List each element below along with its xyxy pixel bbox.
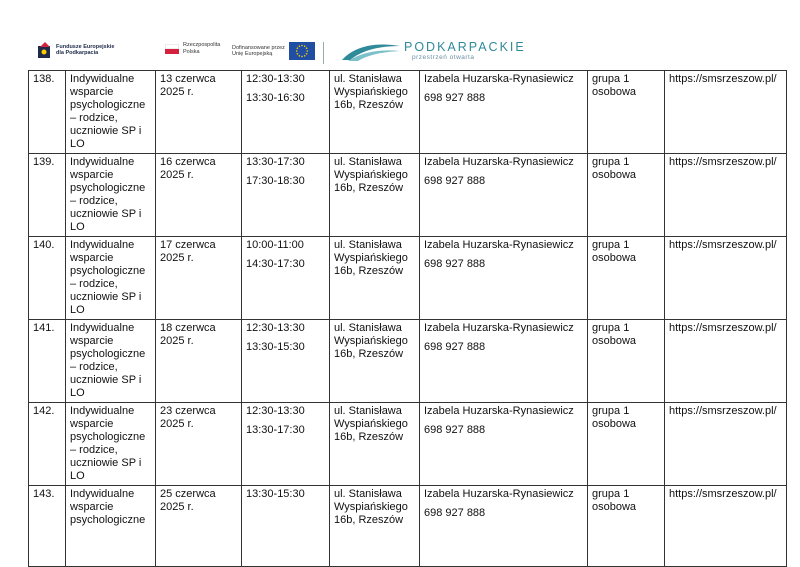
website-url[interactable]: https://smsrzeszow.pl/ [665,320,787,403]
contact-person: Izabela Huzarska-Rynasiewicz [424,322,574,334]
contact-phone: 698 927 888 [424,92,486,104]
activity-place: ul. Stanisława Wyspiańskiego 16b, Rzeszów [330,154,420,237]
fe-emblem-icon [38,42,52,58]
logo-bar [0,0,800,70]
row-number: 139. [29,154,66,237]
logo-podkarpackie [340,40,526,62]
group-size: grupa 1 osobowa [588,237,665,320]
website-url[interactable]: https://smsrzeszow.pl/ [665,486,787,567]
activity-name: Indywidualne wsparcie psychologiczne [66,486,156,567]
activity-hours [242,154,330,237]
contact-phone: 698 927 888 [424,175,486,187]
row-number: 140. [29,237,66,320]
eu-line-2: Unię Europejską [232,51,273,57]
contact-cell [420,320,588,403]
logo-unia-europejska [232,42,315,60]
time-slot-1: 12:30-13:30 [246,322,305,334]
podkarpackie-wave-icon [340,40,402,62]
logo-fundusze-europejskie [38,42,114,58]
group-size: grupa 1 osobowa [588,403,665,486]
time-slot-2: 14:30-17:30 [246,258,305,270]
website-url[interactable]: https://smsrzeszow.pl/ [665,237,787,320]
contact-cell [420,486,588,567]
time-slot-1: 13:30-17:30 [246,156,305,168]
activity-hours [242,486,330,567]
contact-phone: 698 927 888 [424,341,486,353]
activity-name: Indywidualne wsparcie psychologiczne – rodzice, uczniowie SP i LO [66,154,156,237]
website-url[interactable]: https://smsrzeszow.pl/ [665,71,787,154]
time-slot-1: 12:30-13:30 [246,73,305,85]
contact-person: Izabela Huzarska-Rynasiewicz [424,488,574,500]
podkarpackie-tagline: przestrzeń otwarta [412,53,475,61]
table-row [29,237,787,320]
row-number: 141. [29,320,66,403]
activity-hours [242,237,330,320]
activity-date: 25 czerwca 2025 r. [156,486,242,567]
activity-place: ul. Stanisława Wyspiańskiego 16b, Rzeszów [330,486,420,567]
contact-person: Izabela Huzarska-Rynasiewicz [424,405,574,417]
schedule-table [28,70,787,567]
activity-name: Indywidualne wsparcie psychologiczne – rodzice, uczniowie SP i LO [66,71,156,154]
table-row [29,320,787,403]
table-row [29,403,787,486]
row-number: 142. [29,403,66,486]
pl-line-1: Rzeczpospolita [183,42,221,48]
contact-phone: 698 927 888 [424,507,486,519]
group-size: grupa 1 osobowa [588,71,665,154]
website-url[interactable]: https://smsrzeszow.pl/ [665,403,787,486]
table-row [29,154,787,237]
activity-place: ul. Stanisława Wyspiańskiego 16b, Rzeszów [330,403,420,486]
activity-place: ul. Stanisława Wyspiańskiego 16b, Rzeszów [330,71,420,154]
schedule-rows [29,71,787,567]
group-size: grupa 1 osobowa [588,154,665,237]
contact-cell [420,403,588,486]
time-slot-2: 13:30-15:30 [246,341,305,353]
row-number: 138. [29,71,66,154]
activity-date: 23 czerwca 2025 r. [156,403,242,486]
time-slot-1: 10:00-11:00 [246,239,304,251]
group-size: grupa 1 osobowa [588,486,665,567]
pl-line-2: Polska [183,48,200,55]
polish-flag-icon [165,44,179,54]
table-row [29,71,787,154]
eu-flag-icon [289,42,315,60]
contact-phone: 698 927 888 [424,258,486,270]
time-slot-1: 12:30-13:30 [246,405,305,417]
activity-name: Indywidualne wsparcie psychologiczne – rodzice, uczniowie SP i LO [66,237,156,320]
activity-name: Indywidualne wsparcie psychologiczne – rodzice, uczniowie SP i LO [66,320,156,403]
activity-date: 17 czerwca 2025 r. [156,237,242,320]
activity-hours [242,403,330,486]
contact-cell [420,71,588,154]
eu-line-1: Dofinansowane przez [232,44,285,51]
time-slot-2: 13:30-17:30 [246,424,305,436]
activity-name: Indywidualne wsparcie psychologiczne – rodzice, uczniowie SP i LO [66,403,156,486]
group-size: grupa 1 osobowa [588,320,665,403]
contact-phone: 698 927 888 [424,424,486,436]
table-row [29,486,787,567]
fe-line-2: dla Podkarpacia [56,50,99,56]
time-slot-2: 13:30-16:30 [246,92,305,104]
fe-line-1: Fundusze Europejskie [56,43,115,50]
activity-place: ul. Stanisława Wyspiańskiego 16b, Rzeszów [330,237,420,320]
activity-date: 13 czerwca 2025 r. [156,71,242,154]
logo-divider [323,42,324,64]
activity-place: ul. Stanisława Wyspiańskiego 16b, Rzeszów [330,320,420,403]
activity-date: 18 czerwca 2025 r. [156,320,242,403]
contact-cell [420,237,588,320]
row-number: 143. [29,486,66,567]
time-slot-1: 13:30-15:30 [246,488,305,500]
website-url[interactable]: https://smsrzeszow.pl/ [665,154,787,237]
activity-date: 16 czerwca 2025 r. [156,154,242,237]
logo-rzeczpospolita [165,42,220,55]
time-slot-2: 17:30-18:30 [246,175,305,187]
contact-person: Izabela Huzarska-Rynasiewicz [424,156,574,168]
contact-cell [420,154,588,237]
podkarpackie-name: PODKARPACKIE [404,39,526,54]
contact-person: Izabela Huzarska-Rynasiewicz [424,239,574,251]
activity-hours [242,71,330,154]
contact-person: Izabela Huzarska-Rynasiewicz [424,73,574,85]
activity-hours [242,320,330,403]
